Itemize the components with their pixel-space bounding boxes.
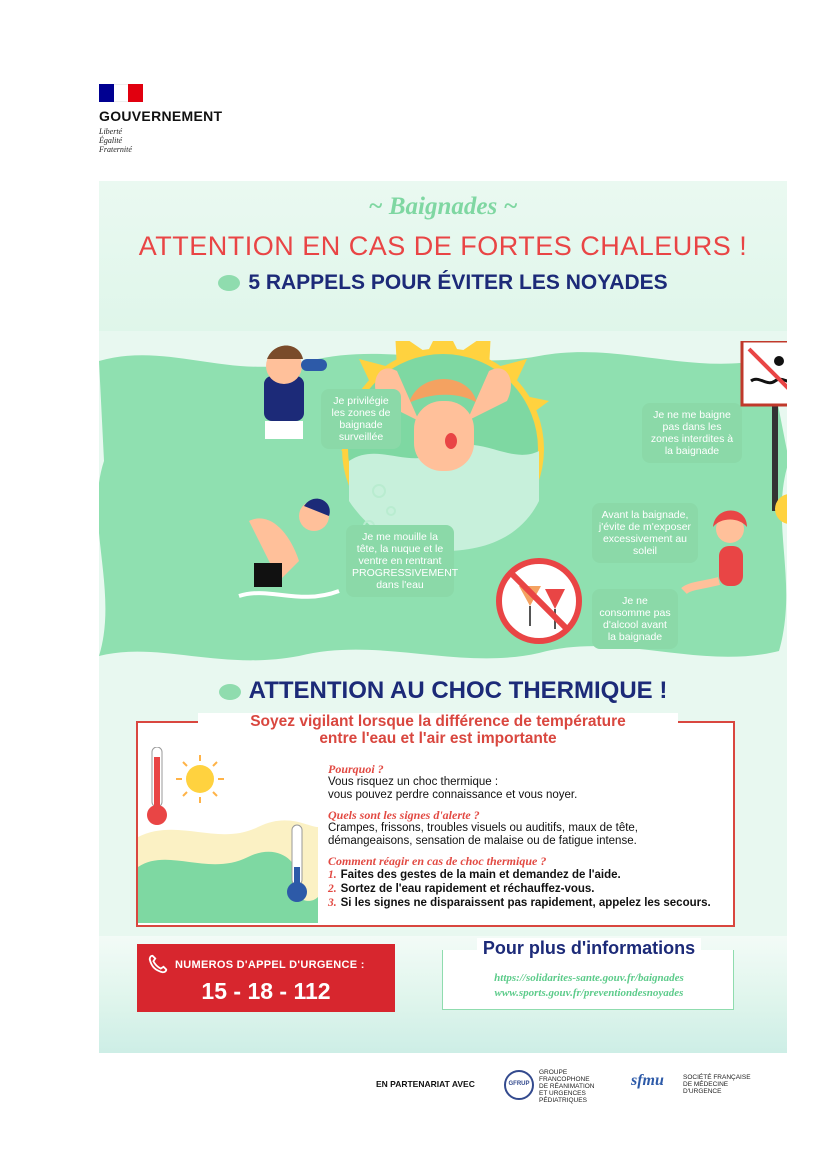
- poster: [99, 181, 787, 1053]
- sfmu-name-line: SOCIÉTÉ FRANÇAISE: [683, 1074, 751, 1081]
- signs-answer-line1: Crampes, frissons, troubles visuels ou auditifs, maux de tête,: [328, 822, 639, 834]
- gfrup-logo: [504, 1070, 534, 1100]
- sun-rays-icon: [176, 755, 224, 803]
- why-answer-line2: vous pouvez perdre connaissance et vous noyer.: [328, 789, 578, 801]
- motto-liberte: Liberté: [99, 127, 123, 136]
- sfmu-name-line: D'URGENCE: [683, 1088, 722, 1095]
- thermal-shock-heading-text: ATTENTION AU CHOC THERMIQUE !: [248, 677, 668, 704]
- tip-bubble-supervised-zones: Je privilégie les zones de baignade surveillée: [321, 389, 401, 449]
- react-step: [328, 868, 733, 882]
- step-text: Faites des gestes de la main et demandez de l'aide.: [340, 869, 621, 881]
- gfrup-name-line: GROUPE FRANCOPHONE: [539, 1069, 590, 1083]
- signs-answer-line2: démangeaisons, sensation de malaise ou de fatigue intense.: [328, 835, 637, 847]
- bullet-icon: [219, 684, 241, 700]
- step-number: 3.: [328, 897, 337, 909]
- tip-bubble-forbidden-zones: Je ne me baigne pas dans les zones interdites à la baignade: [642, 403, 742, 463]
- bullet-icon: [218, 275, 240, 291]
- box-heading-line1: Soyez vigilant lorsque la différence de température: [250, 713, 626, 730]
- tip-bubble-progressive-entry: Je me mouille la tête, la nuque et le ventre en rentrant PROGRESSIVEMENT dans l'eau: [346, 525, 454, 597]
- more-info-box: [442, 938, 734, 1010]
- emergency-numbers-box: [137, 944, 395, 1012]
- step-number: 1.: [328, 869, 337, 881]
- step-text: Sortez de l'eau rapidement et réchauffez-vous.: [340, 883, 595, 895]
- react-step: [328, 896, 733, 910]
- thermometer-waves-illustration: [138, 747, 318, 923]
- sfmu-logo: sfmu: [631, 1072, 664, 1089]
- signs-question: Quels sont les signes d'alerte ?: [328, 808, 480, 822]
- step-text: Si les signes ne disparaissent pas rapidement, appelez les secours.: [340, 897, 711, 909]
- sfmu-name-line: DE MÉDECINE: [683, 1081, 729, 1088]
- french-flag-logo: [99, 84, 143, 102]
- thermal-shock-heading: [99, 677, 787, 705]
- info-link-sports[interactable]: www.sports.gouv.fr/preventiondesnoyades: [494, 987, 684, 999]
- tip-bubble-no-alcohol: Je ne consomme pas d'alcool avant la baignade: [592, 589, 678, 649]
- gfrup-name-line: DE RÉANIMATION: [539, 1083, 595, 1090]
- reminders-heading: [99, 271, 787, 295]
- motto: [99, 127, 259, 154]
- sfmu-name: [683, 1074, 763, 1095]
- gfrup-name: [539, 1069, 619, 1104]
- partners-label: EN PARTENARIAT AVEC: [376, 1079, 475, 1089]
- react-steps-list: [328, 868, 733, 910]
- government-header: [99, 84, 259, 154]
- no-alcohol-icon: [499, 561, 579, 641]
- gfrup-name-line: PÉDIATRIQUES: [539, 1097, 587, 1104]
- thermal-shock-box-heading: [198, 713, 678, 747]
- step-number: 2.: [328, 883, 337, 895]
- info-link-solidarites[interactable]: https://solidarites-sante.gouv.fr/baignades: [494, 972, 684, 984]
- emergency-label: NUMEROS D'APPEL D'URGENCE :: [175, 959, 365, 971]
- why-answer-line1: Vous risquez un choc thermique :: [328, 776, 499, 788]
- thermal-shock-text: [328, 763, 733, 910]
- tip-bubble-sun-exposure: Avant la baignade, j'évite de m'exposer excessivement au soleil: [592, 503, 698, 563]
- poster-subtitle: ~ Baignades ~: [368, 193, 518, 220]
- government-title: GOUVERNEMENT: [99, 108, 223, 124]
- motto-fraternite: Fraternité: [99, 145, 132, 154]
- reminders-heading-text: 5 RAPPELS POUR ÉVITER LES NOYADES: [248, 271, 668, 294]
- poster-title: ATTENTION EN CAS DE FORTES CHALEURS !: [138, 231, 748, 261]
- motto-egalite: Égalité: [99, 136, 123, 145]
- box-heading-line2: entre l'eau et l'air est importante: [319, 730, 557, 747]
- phone-icon: [147, 953, 169, 975]
- why-question: Pourquoi ?: [328, 762, 384, 776]
- emergency-numbers: 15 - 18 - 112: [201, 978, 331, 1004]
- more-info-title: [443, 938, 735, 959]
- gfrup-abbr: GFRUP: [508, 1081, 530, 1087]
- partners-footer: [376, 1066, 756, 1106]
- react-question: Comment réagir en cas de choc thermique ?: [328, 854, 547, 868]
- gfrup-name-line: ET URGENCES: [539, 1090, 586, 1097]
- more-info-title-text: Pour plus d'informations: [477, 938, 701, 958]
- hot-thermometer-icon: [147, 747, 167, 825]
- thermal-shock-box: [136, 713, 735, 927]
- illustration-scene: [99, 341, 787, 671]
- react-step: [328, 882, 733, 896]
